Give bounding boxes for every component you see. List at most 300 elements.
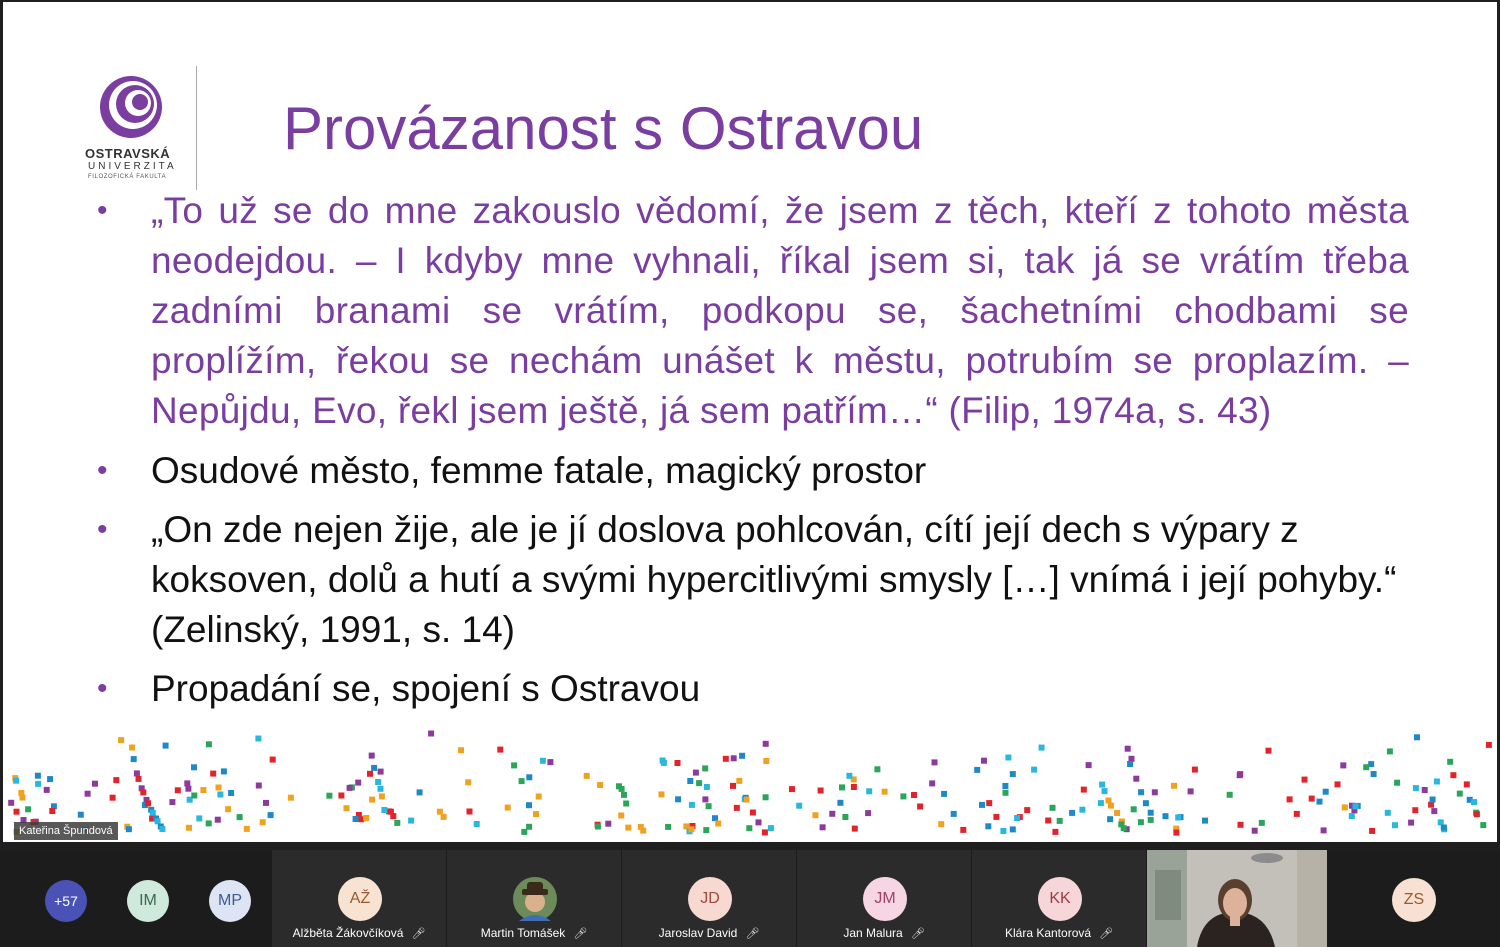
confetti-square [163,743,169,749]
confetti-square [1002,783,1008,789]
bullet-text: „To už se do mne zakouslo vědomí, že jsem z těch, kteří z tohoto města neodejdou. – I kdyby mne vyhnali, říkal jsem si, tak já se vrátím třeba zadními branami se vrátím, podkopu se, šachetními chodbami se proplížím, řekou se nechám unášet k městu, potrubím se proplazím. – Nepůjdu, Evo, řekl jsem ještě, já sem patřím…“ (Filip, 1974a, s. 43) [151,190,1409,431]
logo-divider [196,66,197,190]
confetti-square [1457,791,1463,797]
confetti-square [1441,825,1447,831]
confetti-square [932,759,938,765]
confetti-square [458,747,464,753]
confetti-square [1114,810,1120,816]
confetti-square [704,784,710,790]
confetti-square [689,802,695,808]
confetti-square [379,793,385,799]
bullet-item [93,505,1409,655]
confetti-square [1173,830,1179,836]
confetti-square [796,803,802,809]
confetti-square [35,781,41,787]
confetti-square [263,800,269,806]
confetti-square [1163,813,1169,819]
speaker-nameplate: Kateřina Špundová [14,822,118,840]
confetti-square [268,812,274,818]
confetti-square [756,819,762,825]
confetti-square [134,770,140,776]
bullet-marker: • [97,513,108,546]
confetti-square [665,824,671,830]
bullet-text: Propadání se, spojení s Ostravou [151,668,701,709]
confetti-square [837,800,843,806]
confetti-square [344,805,350,811]
confetti-square [347,785,353,791]
confetti-square [1069,810,1075,816]
participant-photo-avatar [513,877,557,921]
confetti-square [1031,767,1037,773]
confetti-square [126,826,132,832]
participant-tile[interactable] [447,850,621,947]
confetti-square [244,826,250,832]
confetti-square [1227,792,1233,798]
confetti-square [1081,787,1087,793]
confetti-square [974,767,980,773]
confetti-square [762,829,768,835]
confetti-square [1148,817,1154,823]
confetti-square [621,792,627,798]
confetti-square [355,780,361,786]
confetti-square [326,793,332,799]
confetti-square [225,806,231,812]
confetti-square [1138,789,1144,795]
confetti-square [1175,815,1181,821]
confetti-square [1266,748,1272,754]
confetti-square [1335,781,1341,787]
confetti-square [150,810,156,816]
confetti-square [1050,805,1056,811]
confetti-square [702,796,708,802]
confetti-square [1148,810,1154,816]
participant-strip [0,850,1500,947]
confetti-square [1434,779,1440,785]
confetti-square [789,786,795,792]
logo-line-2: UNIVERZITA [88,161,177,172]
confetti-square [660,758,666,764]
confetti-square [186,825,192,831]
university-logo [85,74,181,184]
speaker-video-tile[interactable] [1147,850,1327,947]
confetti-square [730,783,736,789]
confetti-square [688,826,694,832]
confetti-square [25,806,31,812]
confetti-square [1342,804,1348,810]
confetti-square [1321,827,1327,833]
confetti-square [712,815,718,821]
confetti-square [866,788,872,794]
confetti-square [1052,829,1058,835]
confetti-square [675,760,681,766]
confetti-square [731,755,737,761]
confetti-square [985,823,991,829]
confetti-square [696,780,702,786]
speaker-video-feed [1147,850,1327,947]
confetti-square [196,815,202,821]
confetti-square [408,818,414,824]
confetti-square [49,808,55,814]
confetti-square [744,797,750,803]
confetti-square [693,770,699,776]
confetti-square [1202,818,1208,824]
participant-tile[interactable] [797,850,971,947]
confetti-square [736,778,742,784]
confetti-square [1340,762,1346,768]
confetti-square [715,821,721,827]
confetti-square [703,827,709,833]
confetti-square [706,803,712,809]
confetti-square [184,780,190,786]
confetti-square [763,741,769,747]
confetti-square [215,817,221,823]
confetti-square [375,779,381,785]
confetti-square [1143,800,1149,806]
confetti-square [145,800,151,806]
confetti-square [20,795,26,801]
confetti-square [129,745,135,751]
participant-avatar[interactable]: IM [127,880,169,922]
participant-name: Jaroslav David [658,926,738,940]
confetti-square [595,824,601,830]
confetti-square [900,793,906,799]
participant-name: Martin Tomášek [480,926,566,940]
confetti-square [78,812,84,818]
confetti-square [44,787,50,793]
confetti-square [497,747,503,753]
confetti-square [1039,745,1045,751]
confetti-square [659,791,665,797]
confetti-square [763,758,769,764]
confetti-square [1287,796,1293,802]
confetti-square [584,773,590,779]
confetti-square [237,814,243,820]
confetti-square [378,769,384,775]
bullet-text: „On zde nejen žije, ale je jí doslova pohlcován, cítí její dech s výpary z koksoven, dolů a hutí a svými hypercitlivými smysly […] vnímá i její pohyby.“ (Zelinský, 1991, s. 14) [151,509,1397,650]
confetti-square [1259,820,1265,826]
participant-avatar[interactable]: MP [209,880,251,922]
confetti-square [210,771,216,777]
confetti-square [846,773,852,779]
mic-muted-icon: 🎤︎ [1099,928,1114,940]
confetti-square [118,737,124,743]
confetti-square [206,820,212,826]
participant-tile[interactable] [972,850,1146,947]
participant-name: Alžběta Žákovčíková [292,926,404,940]
confetti-square [1349,813,1355,819]
confetti-square [216,785,222,791]
confetti-square [938,821,944,827]
mic-muted-icon: 🎤︎ [910,928,925,940]
confetti-square [1317,799,1323,805]
confetti-square [625,825,631,831]
confetti-square [1294,811,1300,817]
confetti-square [519,778,525,784]
confetti-square [1252,828,1258,834]
confetti-square [1010,771,1016,777]
confetti-square [1408,820,1414,826]
confetti-square [1369,828,1375,834]
confetti-square [1098,800,1104,806]
mic-muted-icon: 🎤︎ [573,928,588,940]
confetti-square [367,771,373,777]
confetti-square [1010,826,1016,832]
confetti-square [417,789,423,795]
shared-slide [3,2,1497,842]
confetti-square [1057,818,1063,824]
confetti-square [131,756,137,762]
confetti-square [1003,790,1009,796]
confetti-square [993,814,999,820]
confetti-square [270,757,276,763]
confetti-square [1129,756,1135,762]
confetti-square [394,820,400,826]
confetti-square [1430,797,1436,803]
confetti-square [255,736,261,742]
confetti-square [623,801,629,807]
participant-avatar[interactable]: ZS [1392,878,1436,922]
university-swirl-icon [97,74,167,140]
confetti-square [369,753,375,759]
confetti-square [734,805,740,811]
confetti-square [1108,803,1114,809]
confetti-square [829,811,835,817]
confetti-square [739,753,745,759]
confetti-square [536,794,542,800]
confetti-square [1107,816,1113,822]
bullet-marker: • [97,454,108,487]
confetti-square [465,779,471,785]
confetti-square [874,766,880,772]
participant-avatar: AŽ [338,877,382,921]
confetti-square [113,777,119,783]
confetti-square [390,813,396,819]
confetti-square [1464,781,1470,787]
confetti-square [526,774,532,780]
participant-name: Klára Kantorová [1004,926,1092,940]
confetti-square [851,784,857,790]
confetti-square [256,783,262,789]
confetti-square [1414,734,1420,740]
confetti-square [763,794,769,800]
confetti-square [619,786,625,792]
confetti-square [702,765,708,771]
confetti-square [353,816,359,822]
confetti-square [1413,785,1419,791]
participant-name: Jan Malura [843,926,903,940]
bullet-marker: • [97,672,108,705]
confetti-square [526,802,532,808]
bullet-item [93,446,1409,496]
confetti-square [338,793,344,799]
confetti-square [1238,822,1244,828]
confetti-square [260,819,266,825]
confetti-square [441,814,447,820]
confetti-square [1394,780,1400,786]
confetti-square [540,758,546,764]
more-participants-button[interactable]: +57 [45,880,87,922]
confetti-square [547,759,553,765]
confetti-square [1309,796,1315,802]
confetti-square [217,792,223,798]
confetti-square [618,813,624,819]
confetti-square [687,778,693,784]
confetti-square [206,741,212,747]
confetti-square [511,762,517,768]
confetti-square [1079,807,1085,813]
confetti-square [1471,799,1477,805]
confetti-square [169,799,175,805]
confetti-square [526,824,532,830]
confetti-square [1125,746,1131,752]
bullet-item [93,186,1409,436]
participant-tile[interactable] [272,850,446,947]
confetti-square [474,821,480,827]
confetti-square [746,825,752,831]
confetti-square [1480,822,1486,828]
confetti-square [85,791,91,797]
confetti-square [185,786,191,792]
confetti-square [1474,811,1480,817]
bullet-marker: • [97,194,108,227]
confetti-square [221,768,227,774]
confetti-square [979,802,985,808]
confetti-square [1188,788,1194,794]
confetti-square [505,805,511,811]
confetti-square [1127,761,1133,767]
confetti-square [1000,828,1006,834]
bullet-text: Osudové město, femme fatale, magický prostor [151,450,927,491]
confetti-square [200,787,206,793]
confetti-square [1005,755,1011,761]
confetti-decoration [3,722,1497,842]
confetti-square [1363,764,1369,770]
confetti-square [1422,787,1428,793]
confetti-square [1431,808,1437,814]
confetti-square [191,764,197,770]
confetti-square [155,818,161,824]
confetti-square [13,778,19,784]
confetti-square [288,795,294,801]
confetti-square [428,731,434,737]
confetti-square [839,784,845,790]
bullet-item [93,664,1409,714]
confetti-square [981,758,987,764]
mic-muted-icon: 🎤︎ [411,928,426,940]
confetti-square [882,789,888,795]
confetti-square [1486,742,1492,748]
confetti-square [14,809,20,815]
confetti-square [865,810,871,816]
confetti-square [533,811,539,817]
confetti-square [140,789,146,795]
confetti-square [381,807,387,813]
participant-avatar: JD [688,877,732,921]
confetti-square [1237,772,1243,778]
mic-muted-icon: 🎤︎ [745,928,760,940]
confetti-square [986,800,992,806]
confetti-square [1353,803,1359,809]
confetti-square [960,827,966,833]
confetti-square [1450,772,1456,778]
confetti-square [1024,807,1030,813]
confetti-square [820,824,826,830]
confetti-square [1323,789,1329,795]
confetti-square [1428,802,1434,808]
confetti-square [1371,771,1377,777]
confetti-square [929,780,935,786]
participant-tile[interactable] [622,850,796,947]
confetti-square [818,788,824,794]
participant-avatar: KK [1038,877,1082,921]
confetti-square [1447,759,1453,765]
confetti-square [842,814,848,820]
confetti-square [1385,810,1391,816]
participant-avatar: JM [863,877,907,921]
confetti-square [521,829,527,835]
confetti-square [1102,788,1108,794]
confetti-square [1045,818,1051,824]
slide-title: Provázanost s Ostravou [283,95,924,162]
confetti-square [136,776,142,782]
confetti-square [1302,777,1308,783]
confetti-square [1014,815,1020,821]
confetti-square [437,809,443,815]
confetti-square [175,787,181,793]
confetti-square [640,828,646,834]
confetti-square [1086,762,1092,768]
confetti-square [92,781,98,787]
confetti-square [1392,822,1398,828]
confetti-square [1106,798,1112,804]
confetti-square [1152,789,1158,795]
confetti-square [750,810,756,816]
confetti-square [191,793,197,799]
confetti-square [1133,776,1139,782]
confetti-square [8,800,14,806]
confetti-square [35,773,41,779]
confetti-square [371,765,377,771]
confetti-square [812,812,818,818]
confetti-square [1099,782,1105,788]
confetti-square [723,756,729,762]
confetti-square [852,826,858,832]
confetti-square [917,804,923,810]
confetti-square [1138,819,1144,825]
confetti-square [1192,767,1198,773]
confetti-square [467,809,473,815]
confetti-square [1131,806,1137,812]
confetti-square [1412,807,1418,813]
confetti-square [110,795,116,801]
confetti-square [597,782,603,788]
slide-bullet-list [93,186,1409,714]
confetti-square [159,826,165,832]
logo-line-3: FILOZOFICKÁ FAKULTA [88,174,167,180]
confetti-square [1121,825,1127,831]
confetti-square [363,815,369,821]
confetti-square [1171,783,1177,789]
confetti-square [605,821,611,827]
confetti-square [369,797,375,803]
confetti-square [228,790,234,796]
confetti-square [911,792,917,798]
confetti-square [941,791,947,797]
confetti-square [47,776,53,782]
confetti-square [1387,748,1393,754]
confetti-square [951,811,957,817]
confetti-square [768,825,774,831]
